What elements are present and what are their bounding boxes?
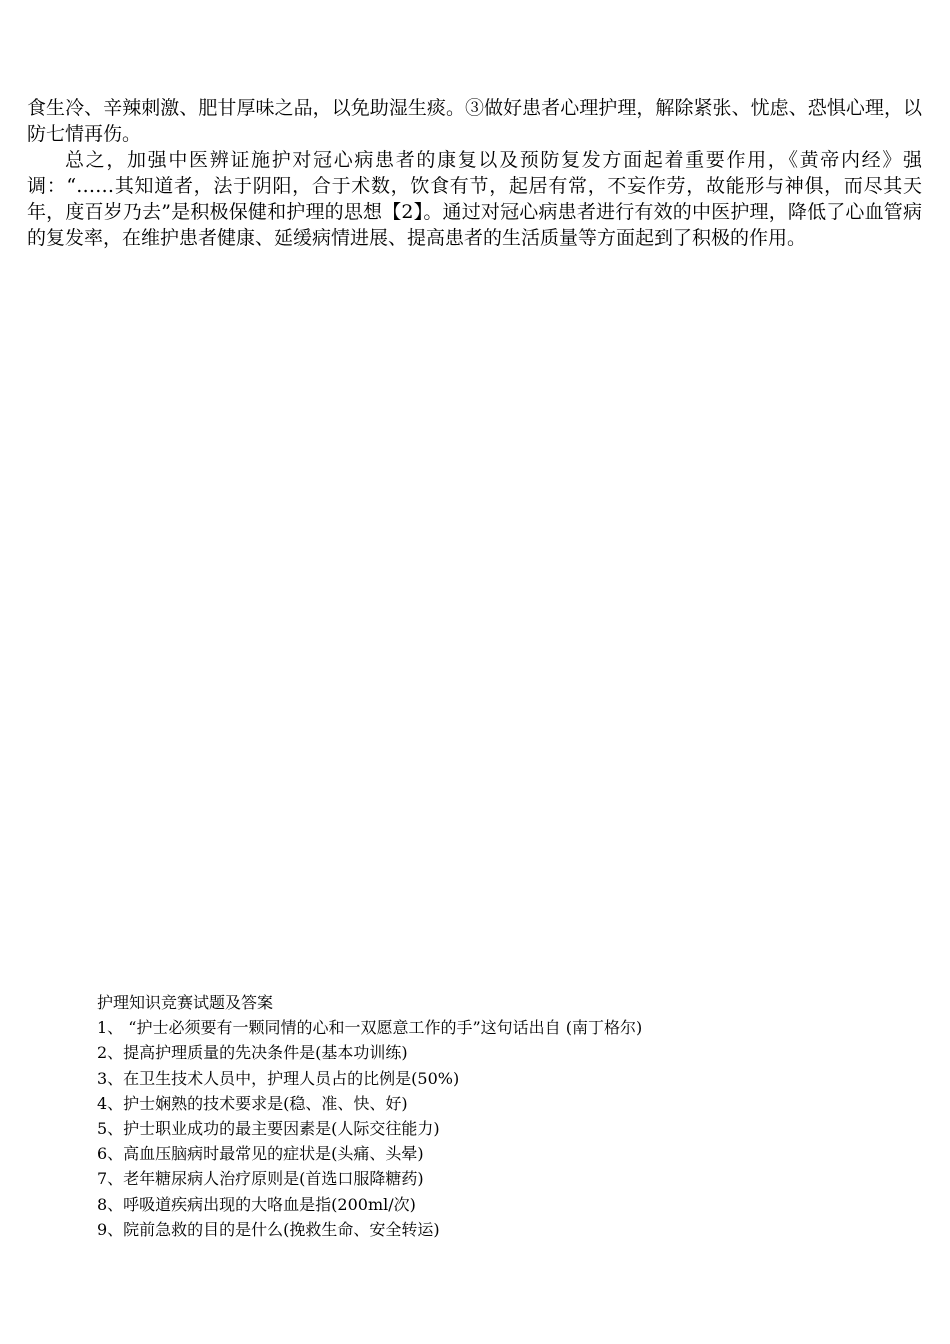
- quiz-item: 3、在卫生技术人员中，护理人员占的比例是(50%): [97, 1068, 460, 1088]
- quiz-item: 4、护士娴熟的技术要求是(稳、准、快、好): [97, 1093, 408, 1113]
- quiz-item: 2、提高护理质量的先决条件是(基本功训练): [97, 1043, 408, 1063]
- body-text-section: [27, 95, 922, 251]
- paragraph-nursing-care: 食生冷、辛辣刺激、肥甘厚味之品，以免助湿生痰。③做好患者心理护理，解除紧张、忧虑、恐惧心理，以防七情再伤。: [27, 97, 922, 145]
- quiz-item: 5、护士职业成功的最主要因素是(人际交往能力): [97, 1119, 440, 1139]
- quiz-item: 8、呼吸道疾病出现的大咯血是指(200ml/次): [97, 1194, 416, 1214]
- quiz-item: 6、高血压脑病时最常见的症状是(头痛、头晕): [97, 1144, 424, 1164]
- quiz-item: 1、 “护士必须要有一颗同情的心和一双愿意工作的手”这句话出自 (南丁格尔): [97, 1018, 643, 1038]
- quiz-item: 7、老年糖尿病人治疗原则是(首选口服降糖药): [97, 1169, 424, 1189]
- paragraph-conclusion: 总之，加强中医辨证施护对冠心病患者的康复以及预防复发方面起着重要作用，《黄帝内经》强调：“……其知道者，法于阴阳，合于术数，饮食有节，起居有常，不妄作劳，故能形与神俱，而尽其天年，度百岁乃去”是积极保健和护理的思想【2】。通过对冠心病患者进行有效的中医护理，降低了心血管病的复发率，在维护患者健康、延缓病情进展、提高患者的生活质量等方面起到了积极的作用。: [27, 149, 922, 249]
- quiz-item: 9、院前急救的目的是什么(挽救生命、安全转运): [97, 1219, 440, 1239]
- quiz-title: 护理知识竞赛试题及答案: [97, 993, 274, 1012]
- quiz-section: [97, 990, 857, 1242]
